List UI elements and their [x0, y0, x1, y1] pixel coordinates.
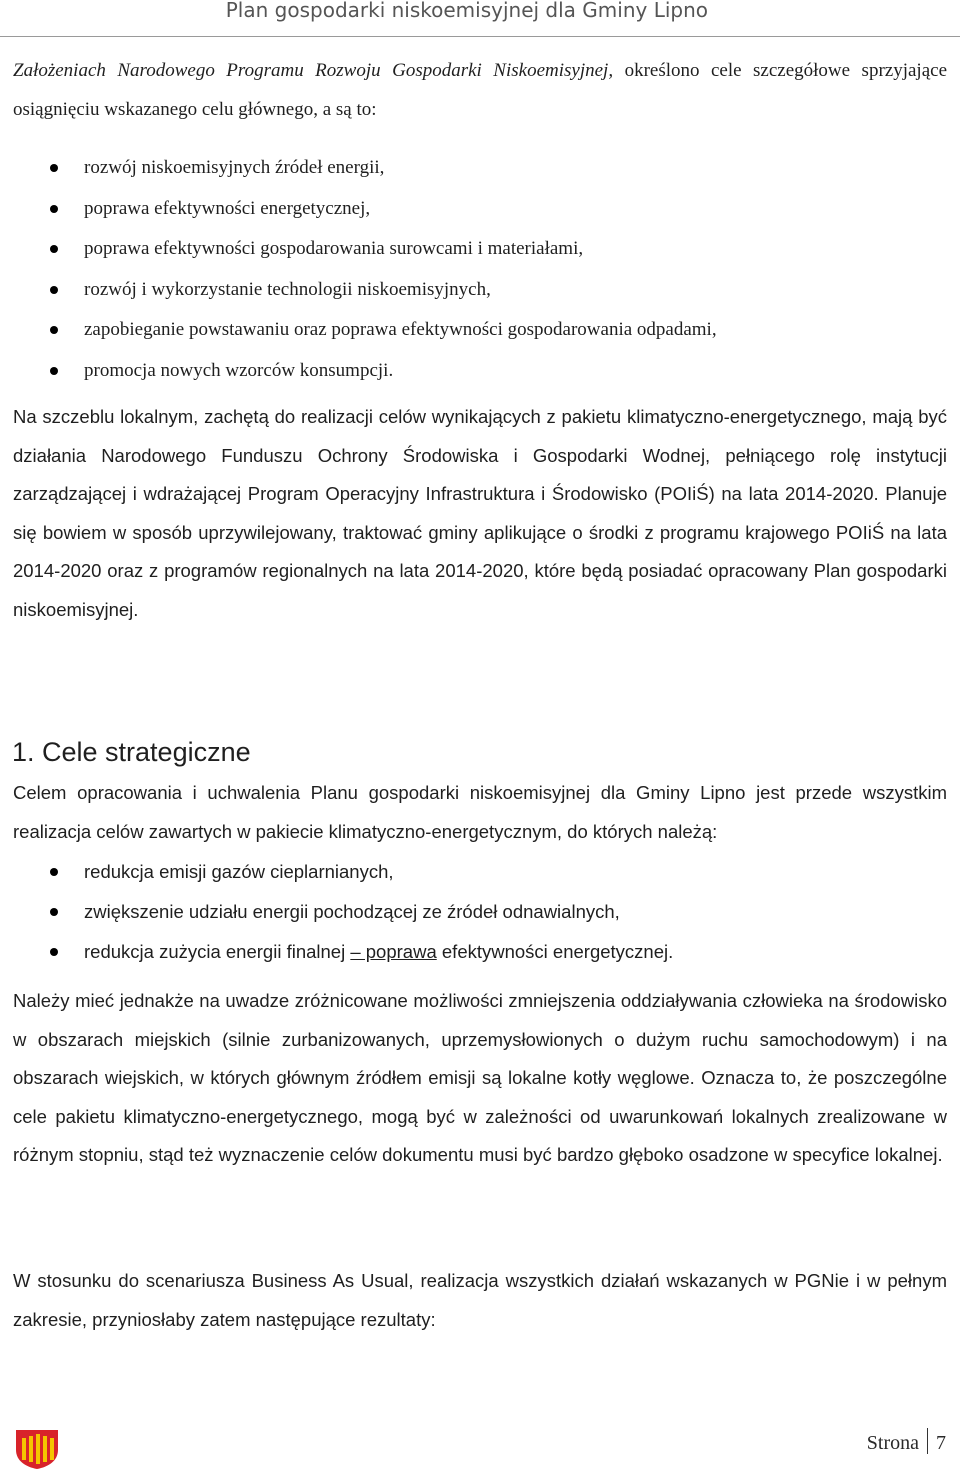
list-item: rozwój i wykorzystanie technologii niskoemisyjnych, — [0, 270, 717, 311]
page-label: Strona — [866, 1432, 919, 1454]
header-title: Plan gospodarki niskoemisyjnej dla Gminy Lipno — [225, 0, 708, 22]
differentiation-paragraph: Należy mieć jednakże na uwadze zróżnicowane możliwości zmniejszenia oddziaływania człowieka na środowisko w obszarach miejskich (silnie zurbanizowanych, uprzemysłowionych o dużym ruchu samochodowym) i na obszarach wiejskich, w których głównym źródłem emisji są lokalne kotły węglowe. Oznacza to, że poszczególne cele pakietu klimatyczno-energetycznego, mogą być w zależności od uwarunkowań lokalnych zrealizowane w różnym stopniu, stąd też wyznaczenie celów dokumentu musi być bardzo głęboko osadzone w specyfice lokalnej. — [13, 990, 947, 1165]
intro-italic: Założeniach Narodowego Programu Rozwoju Gospodarki Niskoemisyjnej, — [13, 60, 614, 81]
section-heading: 1. Cele strategiczne — [12, 737, 251, 767]
section-intro: Celem opracowania i uchwalenia Planu gospodarki niskoemisyjnej dla Gminy Lipno jest przede wszystkim realizacja celów zawartych w pakiecie klimatyczno-energetycznym, do których należą: — [13, 782, 947, 842]
page-value: 7 — [936, 1432, 946, 1454]
bullet-icon — [50, 908, 58, 916]
list-item: promocja nowych wzorców konsumpcji. — [0, 351, 717, 392]
bullet-icon — [50, 868, 58, 876]
goals-list — [0, 148, 717, 391]
list-item: rozwój niskoemisyjnych źródeł energii, — [0, 148, 717, 189]
list-item: zwiększenie udziału energii pochodzącej ze źródeł odnawialnych, — [0, 892, 673, 932]
intro-paragraph — [13, 52, 947, 129]
page-number — [867, 1428, 946, 1458]
divider — [927, 1428, 928, 1454]
list-item: zapobieganie powstawaniu oraz poprawa efektywności gospodarowania odpadami, — [0, 310, 717, 351]
bullet-icon — [50, 245, 58, 253]
gmina-coat-of-arms-icon — [14, 1428, 60, 1470]
page-header — [0, 0, 960, 37]
list-item: poprawa efektywności energetycznej, — [0, 189, 717, 230]
list-item: redukcja emisji gazów cieplarnianych, — [0, 852, 673, 892]
bau-paragraph: W stosunku do scenariusza Business As Usual, realizacja wszystkich działań wskazanych w PGNie i w pełnym zakresie, przyniosłaby zatem następujące rezultaty: — [13, 1270, 947, 1330]
bullet-icon — [50, 286, 58, 294]
bullet-icon — [50, 367, 58, 375]
intro-text: określono cele szczegółowe sprzyjające osiągnięciu wskazanego celu głównego, a są to: — [13, 60, 948, 120]
bullet-icon — [50, 948, 58, 956]
underlined-text: – poprawa — [350, 940, 437, 962]
list-item: redukcja zużycia energii finalnej – poprawa efektywności energetycznej. — [0, 932, 673, 972]
bullet-icon — [50, 205, 58, 213]
bullet-icon — [50, 164, 58, 172]
local-paragraph: Na szczeblu lokalnym, zachętą do realizacji celów wynikających z pakietu klimatyczno-energetycznego, mają być działania Narodowego Funduszu Ochrony Środowiska i Gospodarki Wodnej, pełniącego rolę instytucji zarządzającej i wdrażającej Program Operacyjny Infrastruktura i Środowisko (POIiŚ) na lata 2014-2020. Planuje się bowiem w sposób uprzywilejowany, traktować gminy aplikujące o środki z programu krajowego POIiŚ na lata 2014-2020 oraz z programów regionalnych na lata 2014-2020, które będą posiadać opracowany Plan gospodarki niskoemisyjnej. — [13, 406, 947, 620]
list-item: poprawa efektywności gospodarowania surowcami i materiałami, — [0, 229, 717, 270]
bullet-icon — [50, 326, 58, 334]
strategic-goals-list — [0, 852, 673, 971]
